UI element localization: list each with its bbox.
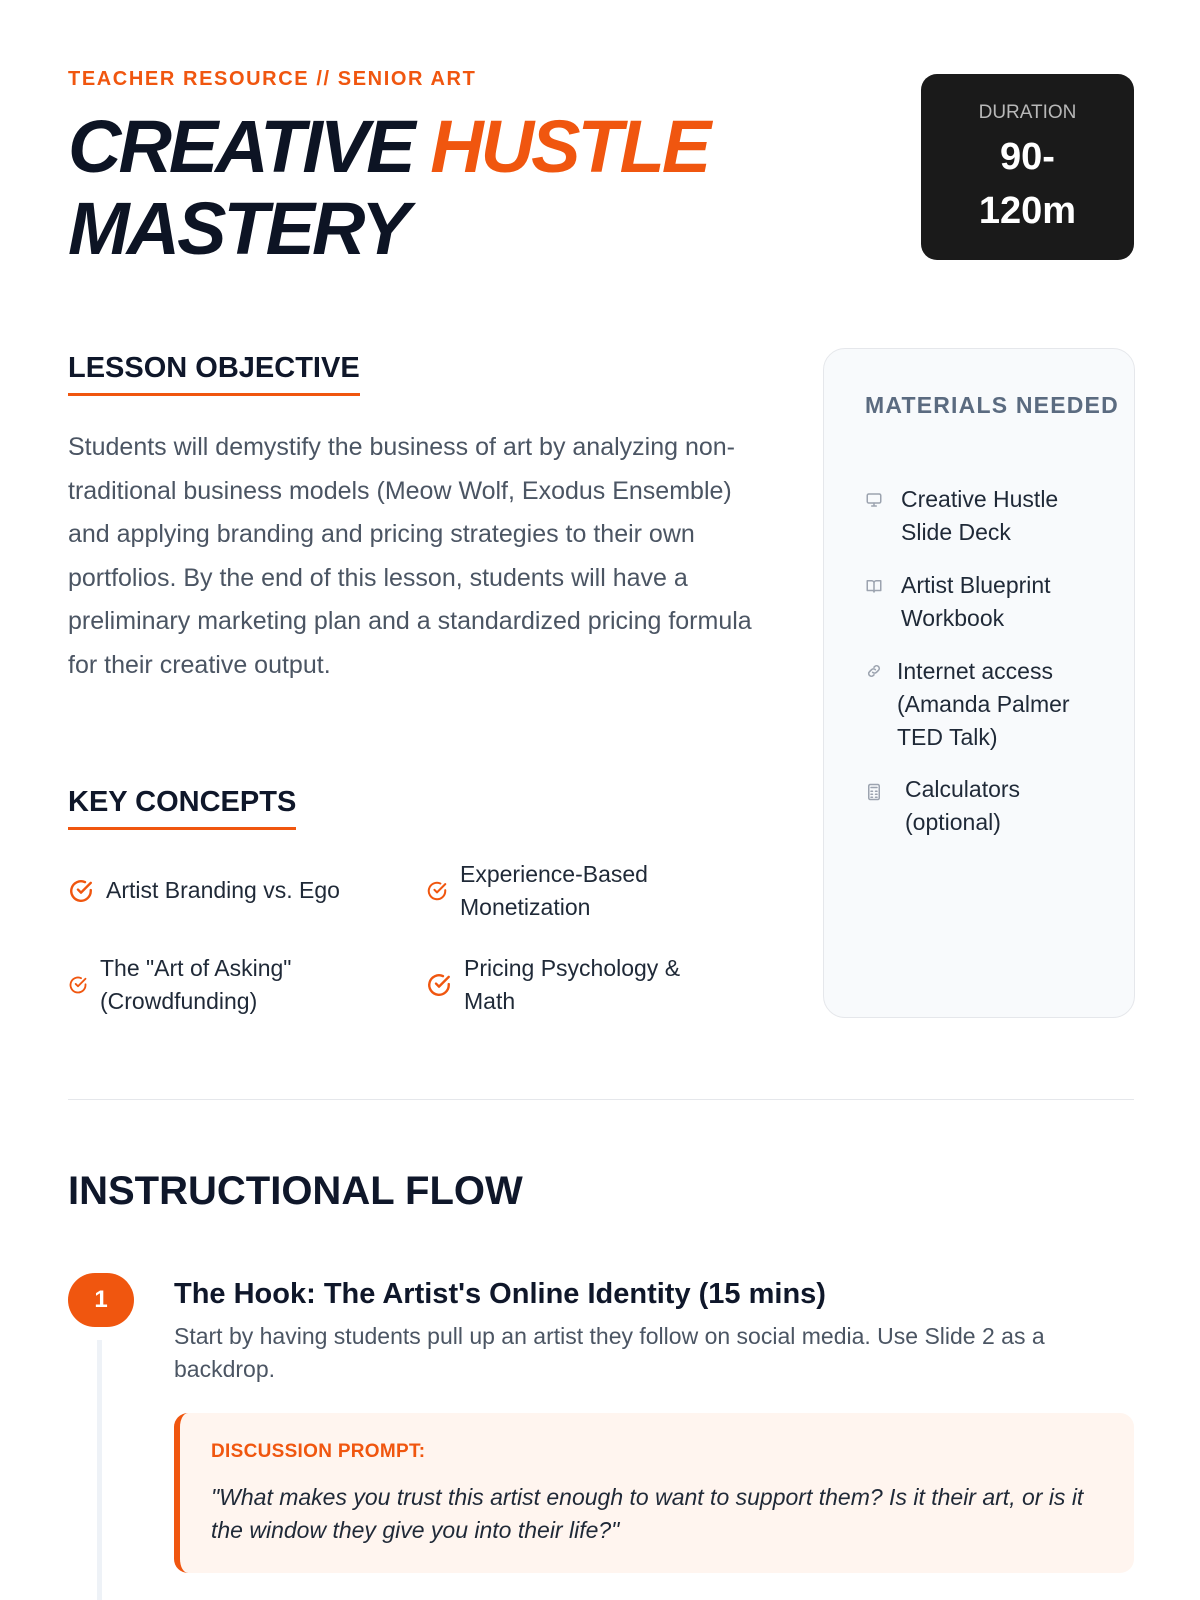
step-number-badge: 1 [68, 1273, 134, 1327]
title-accent: HUSTLE [430, 105, 709, 188]
material-label: Calculators (optional) [905, 776, 1021, 835]
duration-value-line-1: 90- [1000, 136, 1055, 178]
prompt-text: "What makes you trust this artist enough to want to support them? Is it their art, or is it the window they give you into their life?" [211, 1484, 1084, 1543]
concept-label: Pricing Psychology & Math [464, 955, 681, 1014]
section-divider [68, 1099, 1134, 1100]
step-description: Start by having students pull up an artist they follow on social media. Use Slide 2 as a backdrop. [174, 1323, 1045, 1382]
check-circle-icon [68, 975, 88, 995]
check-circle-icon [68, 878, 94, 904]
material-item [865, 655, 1115, 754]
concepts-heading: KEY CONCEPTS [68, 786, 296, 830]
material-label: Artist Blueprint Workbook [901, 572, 1051, 631]
check-circle-icon [426, 880, 448, 902]
concept-label: The "Art of Asking" (Crowdfunding) [100, 955, 292, 1014]
concept-item [426, 858, 716, 924]
objective-text: Students will demystify the business of art by analyzing non-traditional business models (Meow Wolf, Exodus Ensemble) and applying branding and pricing strategies to their own portfolios. By the end of this lesson, students will have a preliminary marketing plan and a standardized pricing formula for their creative output. [68, 433, 752, 679]
link-icon [865, 663, 883, 679]
page-title [68, 106, 708, 270]
duration-value [921, 130, 1134, 238]
eyebrow-label: TEACHER RESOURCE // SENIOR ART [68, 68, 477, 90]
materials-heading: MATERIALS NEEDED [865, 392, 1119, 418]
calculator-icon [865, 781, 883, 803]
title-part-2: MASTERY [68, 187, 408, 270]
material-label: Creative Hustle Slide Deck [901, 486, 1059, 545]
monitor-icon [865, 491, 883, 509]
duration-label: DURATION [978, 102, 1077, 123]
material-item [865, 569, 1115, 635]
prompt-label: DISCUSSION PROMPT: [211, 1441, 426, 1462]
material-item [865, 483, 1115, 549]
book-icon [865, 577, 883, 595]
concept-item [426, 952, 726, 1018]
title-part-1: CREATIVE [68, 105, 413, 188]
step-title: The Hook: The Artist's Online Identity (15 mins) [174, 1278, 826, 1310]
materials-panel [823, 348, 1135, 1018]
concept-item [68, 952, 368, 1018]
step-timeline-line [97, 1340, 102, 1600]
material-label: Internet access (Amanda Palmer TED Talk) [897, 658, 1070, 750]
check-circle-icon [426, 972, 452, 998]
concept-label: Experience-Based Monetization [460, 861, 648, 920]
material-item [865, 773, 1115, 839]
discussion-prompt-box [174, 1413, 1134, 1573]
concept-label: Artist Branding vs. Ego [106, 877, 340, 903]
duration-card [921, 74, 1134, 260]
concept-item [68, 874, 398, 907]
duration-value-line-2: 120m [978, 190, 1077, 232]
objective-heading: LESSON OBJECTIVE [68, 352, 360, 396]
flow-heading: INSTRUCTIONAL FLOW [68, 1169, 523, 1213]
